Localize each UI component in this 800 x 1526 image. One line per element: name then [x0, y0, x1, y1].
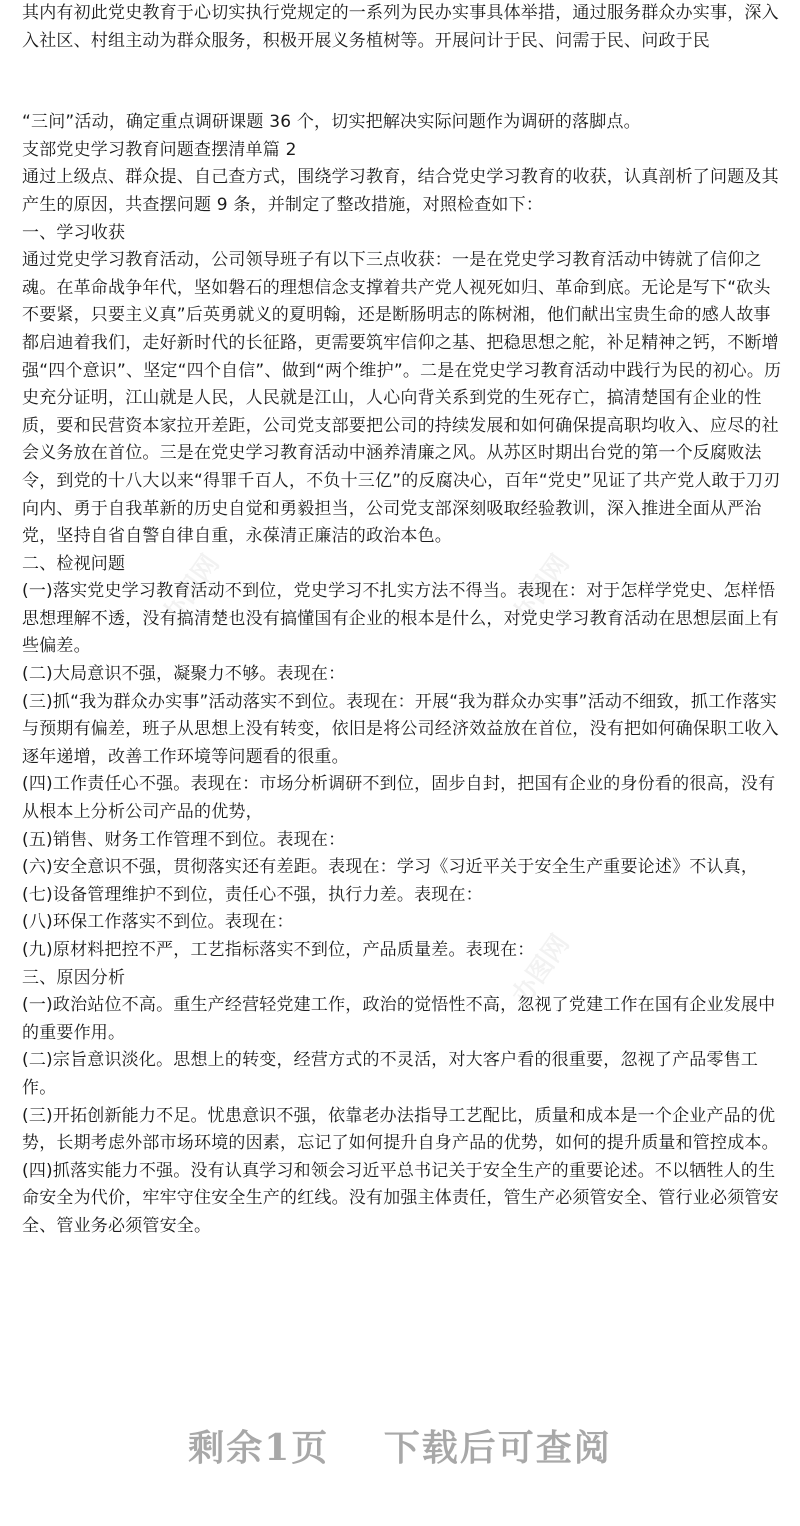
paragraph: 入社区、村组主动为群众服务，积极开展义务植树等。开展问计于民、问需于民、问政于民 — [22, 30, 710, 51]
list-item: (四)工作责任心不强。表现在：市场分析调研不到位，固步自封，把国有企业的身份看的很高，没有从根本上分析公司产品的优势， — [22, 774, 776, 823]
watermark: 办图网 — [506, 549, 576, 631]
list-item: (六)安全意识不强，贯彻落实还有差距。表现在：学习《习近平关于安全生产重要论述》不认真， — [22, 857, 759, 878]
paragraph: 通过党史学习教育活动，公司领导班子有以下三点收获：一是在党史学习教育活动中铸就了信仰之魂。在革命战争年代，坚如磐石的理想信念支撑着共产党人视死如归、革命到底。无论是写下“砍头不要紧，只要主义真”后英勇就义的夏明翰，还是断肠明志的陈树湘，他们献出宝贵生命的感人故事都启迪着我们，走好新时代的长征路，更需要筑牢信仰之基、把稳思想之舵，补足精神之钙，不断增强“四个意识”、坚定“四个自信”、做到“两个维护”。二是在党史学习教育活动中践行为民的初心。历史充分证明，江山就是人民，人民就是江山，人心向背关系到党的生死存亡，搞清楚国有企业的性质，要和民营资本家拉开差距，公司党支部要把公司的持续发展和如何确保提高职均收入、应尽的社会义务放在首位。三是在党史学习教育活动中涵养清廉之风。从苏区时期出台党的第一个反腐败法令，到党的十八大以来“得罪千百人，不负十三亿”的反腐决心，百年“党史”见证了共产党人敢于刀刃向内、勇于自我革新的历史自觉和勇毅担当，公司党支部深刻吸取经验教训，深入推进全面从严治党，坚持自省自警自律自重，永葆清正廉洁的政治本色。 — [22, 250, 782, 547]
watermark: 办图网 — [506, 929, 576, 1011]
list-item: (一)落实党史学习教育活动不到位，党史学习不扎实方法不得当。表现在：对于怎样学党史、怎样悟思想理解不透，没有搞清楚也没有搞懂国有企业的根本是什么，对党史学习教育活动在思想层面上有些偏差。 — [22, 581, 779, 657]
download-banner[interactable] — [0, 1420, 800, 1471]
watermark: 办图网 — [156, 549, 226, 631]
list-item: (二)宗旨意识淡化。思想上的转变，经营方式的不灵活，对大客户看的很重要，忽视了产品零售工作。 — [22, 1050, 759, 1098]
list-item: (三)开拓创新能力不足。忧患意识不强，依靠老办法指导工艺配比，质量和成本是一个企业产品的优势，长期考虑外部市场环境的因素，忘记了如何提升自身产品的优势，如何的提升质量和管控成本。 — [22, 1105, 779, 1154]
partial-top-line: 其内有初此党史教育于心切实执行党规定的一系列为民办实事具体举措，通过服务群众办实事，深入 — [22, 3, 779, 23]
page-gap — [22, 55, 782, 109]
section-heading: 二、检视问题 — [22, 553, 126, 574]
list-item: (七)设备管理维护不到位，责任心不强，执行力差。表现在： — [22, 884, 483, 905]
list-item: (八)环保工作落实不到位。表现在： — [22, 912, 294, 933]
remaining-pages-label: 剩余1页 — [188, 1427, 330, 1469]
paragraph: “三问”活动，确定重点调研课题 36 个，切实把解决实际问题作为调研的落脚点。 — [22, 112, 641, 133]
list-item: (四)抓落实能力不强。没有认真学习和领会习近平总书记关于安全生产的重要论述。不以牺牲人的生命安全为代价，牢牢守住安全生产的红线。没有加强主体责任，管生产必须管安全、管行业必须管安全、管业务必须管安全。 — [22, 1160, 779, 1236]
list-item: (一)政治站位不高。重生产经营轻党建工作，政治的觉悟性不高，忽视了党建工作在国有企业发展中的重要作用。 — [22, 995, 776, 1043]
section-heading: 一、学习收获 — [22, 222, 126, 243]
list-item: (三)抓“我为群众办实事”活动落实不到位。表现在：开展“我为群众办实事”活动不细致，抓工作落实与预期有偏差，班子从思想上没有转变，依旧是将公司经济效益放在首位，没有把如何确保职工收入逐年递增，改善工作环境等问题看的很重。 — [22, 691, 779, 767]
document-body — [22, 0, 782, 1241]
paragraph: 通过上级点、群众提、自己查方式，围绕学习教育，结合党史学习教育的收获，认真剖析了问题及其产生的原因，共查摆问题 9 条，并制定了整改措施，对照检查如下： — [22, 167, 779, 215]
list-item: (五)销售、财务工作管理不到位。表现在： — [22, 829, 346, 850]
download-to-view-label[interactable]: 下载后可查阅 — [383, 1427, 612, 1469]
section-heading: 三、原因分析 — [22, 967, 126, 988]
list-item: (二)大局意识不强，凝聚力不够。表现在： — [22, 664, 346, 685]
section-title: 支部党史学习教育问题查摆清单篇 2 — [22, 139, 297, 160]
list-item: (九)原材料把控不严，工艺指标落实不到位，产品质量差。表现在： — [22, 940, 535, 960]
